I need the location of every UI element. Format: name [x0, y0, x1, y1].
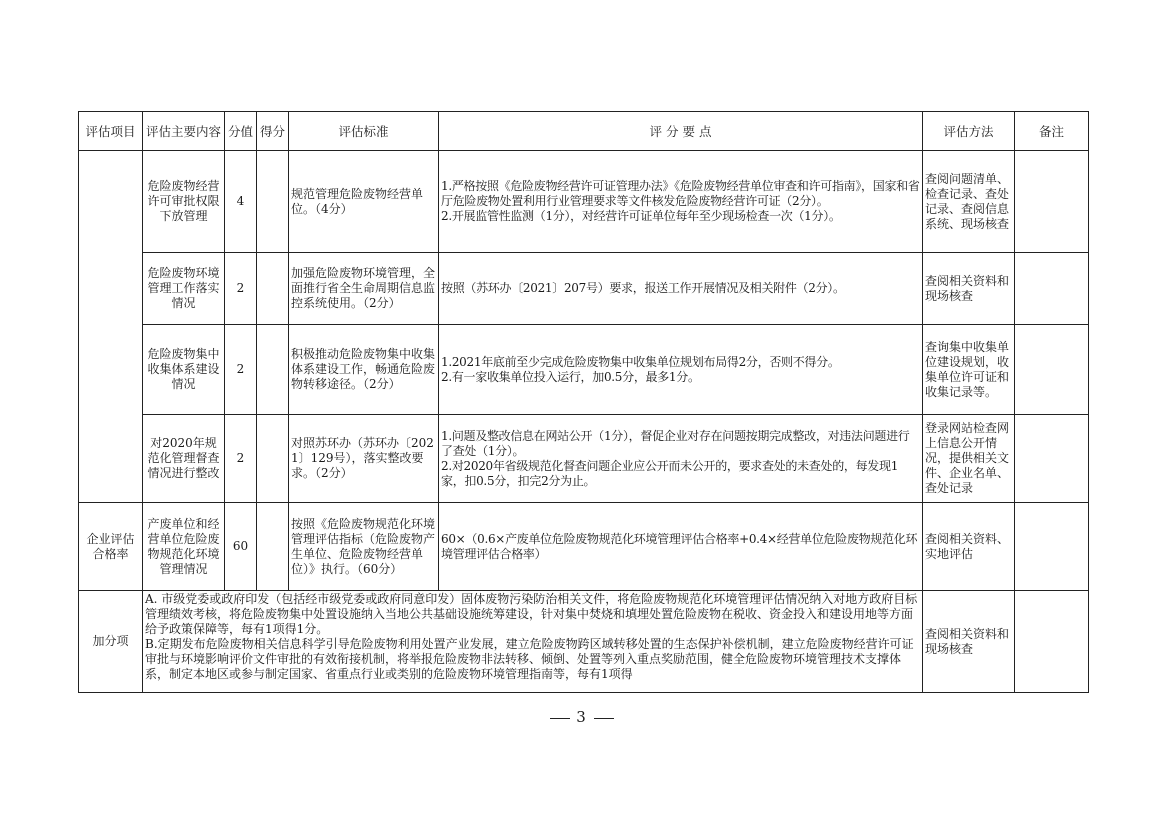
header-got: 得分 — [257, 112, 289, 151]
got-cell — [257, 503, 289, 591]
item-cell: 企业评估合格率 — [79, 503, 143, 591]
method-cell: 查阅问题清单、检查记录、查处记录、查阅信息系统、现场核查 — [923, 151, 1015, 253]
method-cell: 查询集中收集单位建设规划，收集单位许可证和收集记录等。 — [923, 325, 1015, 415]
table-row — [79, 591, 1089, 693]
remark-cell — [1015, 253, 1089, 325]
method-cell: 查阅相关资料、实地评估 — [923, 503, 1015, 591]
score-cell: 2 — [225, 325, 257, 415]
item-cell: 加分项 — [79, 591, 143, 693]
standard-cell: 加强危险废物环境管理，全面推行省全生命周期信息监控系统使用。（2分） — [289, 253, 439, 325]
got-cell — [257, 253, 289, 325]
content-cell: 产废单位和经营单位危险废物规范化环境管理情况 — [143, 503, 225, 591]
method-cell: 查阅相关资料和现场核查 — [923, 253, 1015, 325]
header-score: 分值 — [225, 112, 257, 151]
page-number — [0, 708, 1164, 726]
header-row — [79, 112, 1089, 151]
item-cell-empty — [79, 151, 143, 503]
points-cell: 60×（0.6×产废单位危险废物规范化环境管理评估合格率+0.4×经营单位危险废物规范化环境管理评估合格率） — [439, 503, 923, 591]
score-cell: 2 — [225, 415, 257, 503]
table-row — [79, 503, 1089, 591]
got-cell — [257, 325, 289, 415]
score-cell: 2 — [225, 253, 257, 325]
standard-cell: 按照《危险废物规范化环境管理评估指标（危险废物产生单位、危险废物经营单位）》执行。（60分） — [289, 503, 439, 591]
points-cell: 1.严格按照《危险废物经营许可证管理办法》《危险废物经营单位审查和许可指南》，国家和省厅危险废物处置利用行业管理要求等文件核发危险废物经营许可证（2分）。 2.开展监管性监测（1分），对经营许可证单位每年至少现场检查一次（1分）。 — [439, 151, 923, 253]
content-cell: 对2020年规范化管理督查情况进行整改 — [143, 415, 225, 503]
remark-cell — [1015, 151, 1089, 253]
points-cell: 1.2021年底前至少完成危险废物集中收集单位规划布局得2分，否则不得分。 2.有一家收集单位投入运行，加0.5分，最多1分。 — [439, 325, 923, 415]
remark-cell — [1015, 415, 1089, 503]
header-content: 评估主要内容 — [143, 112, 225, 151]
evaluation-table — [78, 111, 1089, 693]
standard-cell: 规范管理危险废物经营单位。（4分） — [289, 151, 439, 253]
header-item: 评估项目 — [79, 112, 143, 151]
header-method: 评估方法 — [923, 112, 1015, 151]
points-cell: 按照（苏环办〔2021〕207号）要求，报送工作开展情况及相关附件（2分）。 — [439, 253, 923, 325]
score-cell: 60 — [225, 503, 257, 591]
content-cell: 危险废物环境管理工作落实情况 — [143, 253, 225, 325]
standard-cell: 积极推动危险废物集中收集体系建设工作，畅通危险废物转移途径。（2分） — [289, 325, 439, 415]
page-number-value: 3 — [576, 708, 588, 726]
bonus-text-cell: A. 市级党委或政府印发（包括经市级党委或政府同意印发）固体废物污染防治相关文件，将危险废物规范化环境管理评估情况纳入对地方政府目标管理绩效考核，将危险废物集中处置设施纳入当地公共基础设施统筹建设，针对集中焚烧和填埋处置危险废物在税收、资金投入和建设用地等方面给予政策保障等，每有1项得1分。 B.定期发布危险废物相关信息科学引导危险废物利用处置产业发展，建立危险废物跨区域转移处置的生态保护补偿机制，建立危险废物经营许可证审批与环境影响评价文件审批的有效衔接机制，将举报危险废物非法转移、倾倒、处置等列入重点奖励范围，健全危险废物环境管理技术支撑体系，制定本地区或参与制定国家、省重点行业或类别的危险废物环境管理指南等，每有1项得 — [143, 591, 923, 693]
table-row — [79, 415, 1089, 503]
dash-right — [594, 718, 614, 719]
table-row — [79, 151, 1089, 253]
header-points: 评 分 要 点 — [439, 112, 923, 151]
score-cell: 4 — [225, 151, 257, 253]
remark-cell — [1015, 325, 1089, 415]
remark-cell — [1015, 591, 1089, 693]
header-remark: 备注 — [1015, 112, 1089, 151]
dash-left — [550, 718, 570, 719]
content-cell: 危险废物经营许可审批权限下放管理 — [143, 151, 225, 253]
method-cell: 查阅相关资料和现场核查 — [923, 591, 1015, 693]
standard-cell: 对照苏环办（苏环办〔2021〕129号），落实整改要求。（2分） — [289, 415, 439, 503]
header-standard: 评估标准 — [289, 112, 439, 151]
got-cell — [257, 151, 289, 253]
table-row — [79, 253, 1089, 325]
content-cell: 危险废物集中收集体系建设情况 — [143, 325, 225, 415]
method-cell: 登录网站检查网上信息公开情况，提供相关文件、企业名单、查处记录 — [923, 415, 1015, 503]
got-cell — [257, 415, 289, 503]
remark-cell — [1015, 503, 1089, 591]
points-cell: 1.问题及整改信息在网站公开（1分），督促企业对存在问题按期完成整改，对违法问题进行了查处（1分）。 2.对2020年省级规范化督查问题企业应公开而未公开的，要求查处的未查处的，每发现1家，扣0.5分，扣完2分为止。 — [439, 415, 923, 503]
table-row — [79, 325, 1089, 415]
